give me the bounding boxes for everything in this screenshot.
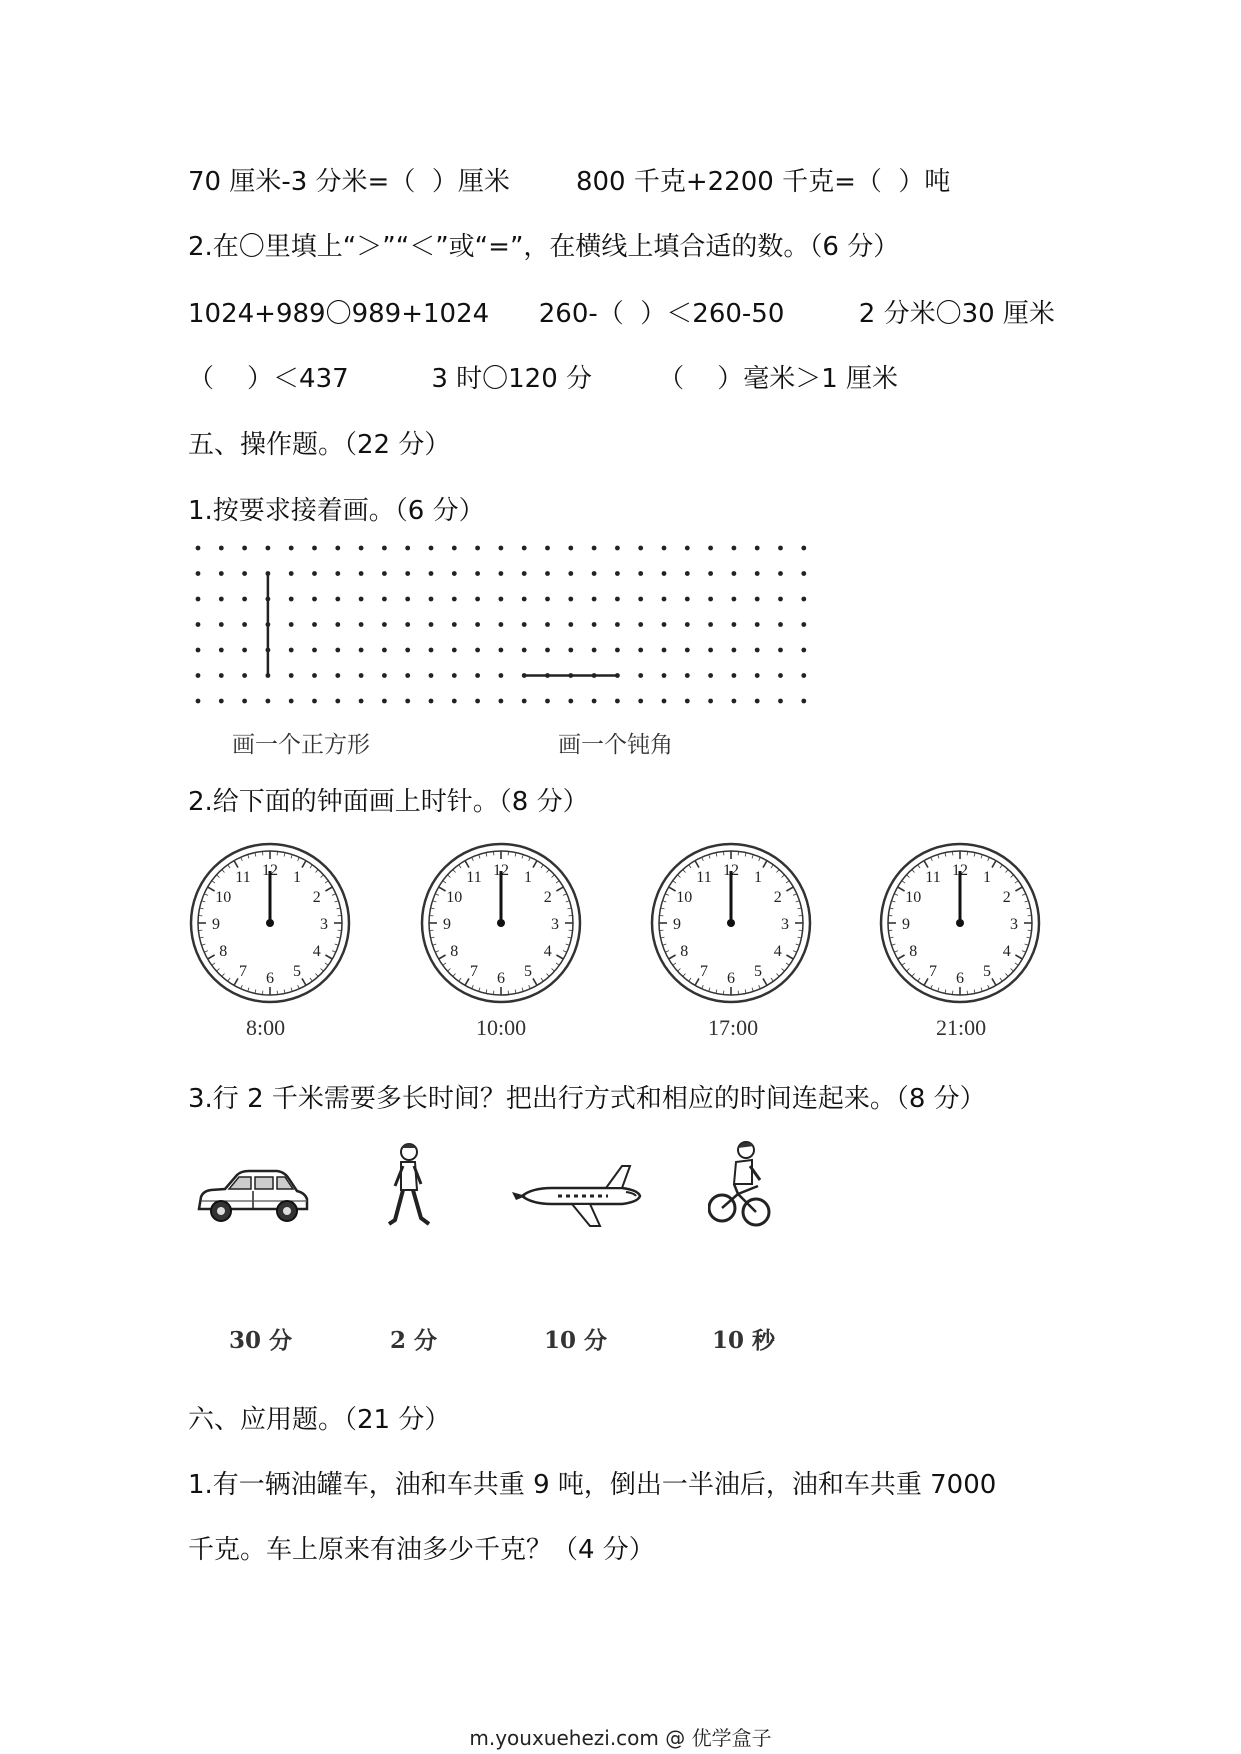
grid-dot xyxy=(522,622,527,627)
grid-dot xyxy=(289,546,294,551)
clock-number: 8 xyxy=(450,943,459,960)
grid-dot xyxy=(289,597,294,602)
grid-dot xyxy=(382,597,387,602)
caption-draw-obtuse-angle: 画一个钝角 xyxy=(558,732,673,758)
grid-dot xyxy=(289,571,294,576)
clock-number: 7 xyxy=(929,962,937,980)
car-icon xyxy=(195,1165,311,1229)
grid-dot xyxy=(475,622,480,627)
clock-number: 7 xyxy=(700,962,708,980)
clock-face xyxy=(187,840,353,1006)
grid-dot xyxy=(335,546,340,551)
clock-number: 11 xyxy=(235,869,251,887)
grid-dot xyxy=(405,699,410,704)
grid-dot xyxy=(499,546,504,551)
grid-dot xyxy=(242,546,247,551)
caption-draw-square: 画一个正方形 xyxy=(232,732,370,758)
grid-dot xyxy=(359,622,364,627)
grid-dot xyxy=(778,571,783,576)
grid-dot xyxy=(778,546,783,551)
grid-dot xyxy=(196,648,201,653)
grid-dot xyxy=(452,546,457,551)
grid-dot xyxy=(778,673,783,678)
grid-dot xyxy=(196,699,201,704)
clock-center xyxy=(727,919,735,927)
grid-dot xyxy=(382,673,387,678)
airplane-icon xyxy=(512,1162,642,1228)
clock-number: 1 xyxy=(293,869,301,887)
grid-dot xyxy=(429,546,434,551)
grid-dot xyxy=(662,597,667,602)
grid-dot xyxy=(475,597,480,602)
grid-dot xyxy=(615,571,620,576)
question-clock-heading: 2.给下面的钟面画上时针。（8 分） xyxy=(188,787,589,817)
clock-number: 6 xyxy=(497,970,505,987)
grid-dot xyxy=(382,622,387,627)
time-option-2min: 2 分 xyxy=(390,1327,438,1354)
grid-dot xyxy=(219,699,224,704)
grid-dot xyxy=(312,648,317,653)
grid-dot xyxy=(382,699,387,704)
grid-dot xyxy=(335,597,340,602)
clock-number: 8 xyxy=(909,943,918,960)
grid-dot xyxy=(801,597,806,602)
grid-dot xyxy=(335,571,340,576)
grid-dot xyxy=(615,622,620,627)
grid-dot xyxy=(266,699,271,704)
grid-dot xyxy=(638,699,643,704)
clock-number: 10 xyxy=(215,889,232,906)
grid-dot xyxy=(685,648,690,653)
clock-number: 3 xyxy=(320,916,328,933)
clock-number: 12 xyxy=(952,862,968,879)
grid-dot xyxy=(499,597,504,602)
grid-dot xyxy=(475,673,480,678)
clock-number: 9 xyxy=(212,916,220,933)
grid-dot xyxy=(242,648,247,653)
grid-dot xyxy=(732,622,737,627)
clock-number: 10 xyxy=(905,889,922,906)
clock-number: 5 xyxy=(983,962,991,980)
grid-dot xyxy=(708,571,713,576)
clock-number: 3 xyxy=(1010,916,1018,933)
grid-dot xyxy=(545,546,550,551)
grid-dot xyxy=(452,622,457,627)
grid-dot xyxy=(662,622,667,627)
clock-number: 6 xyxy=(266,970,274,987)
grid-dot xyxy=(405,648,410,653)
grid-dot xyxy=(196,597,201,602)
grid-dot xyxy=(778,699,783,704)
clock-number: 5 xyxy=(293,962,301,980)
grid-dot xyxy=(475,546,480,551)
clock-number: 8 xyxy=(680,943,689,960)
grid-dot xyxy=(289,648,294,653)
grid-dot xyxy=(312,699,317,704)
grid-dot xyxy=(196,622,201,627)
grid-dot xyxy=(499,571,504,576)
grid-dot xyxy=(359,699,364,704)
clock-label-4: 21:00 xyxy=(936,1015,987,1040)
grid-dot xyxy=(755,571,760,576)
grid-dot xyxy=(475,648,480,653)
grid-dot xyxy=(755,673,760,678)
grid-dot xyxy=(801,571,806,576)
grid-dot xyxy=(475,699,480,704)
clock-number: 2 xyxy=(312,889,321,906)
clock-center xyxy=(956,919,964,927)
grid-dot xyxy=(685,699,690,704)
clock-number: 2 xyxy=(773,889,782,906)
grid-dot xyxy=(359,648,364,653)
question-draw-heading: 1.按要求接着画。（6 分） xyxy=(188,496,485,526)
clock-center xyxy=(266,919,274,927)
grid-dot xyxy=(359,673,364,678)
grid-dot xyxy=(708,699,713,704)
grid-dot xyxy=(219,673,224,678)
grid-dot xyxy=(452,597,457,602)
grid-dot xyxy=(335,622,340,627)
grid-dot xyxy=(708,673,713,678)
grid-dot xyxy=(452,648,457,653)
grid-dot xyxy=(219,622,224,627)
grid-dot xyxy=(219,546,224,551)
clock-number: 4 xyxy=(312,943,321,960)
grid-dot xyxy=(522,571,527,576)
grid-dot xyxy=(662,571,667,576)
grid-dot xyxy=(405,673,410,678)
grid-dot xyxy=(685,546,690,551)
clock-number: 5 xyxy=(524,962,532,980)
grid-dot xyxy=(592,571,597,576)
clock-number: 9 xyxy=(443,916,451,933)
grid-dot xyxy=(568,622,573,627)
grid-dot xyxy=(242,699,247,704)
grid-dot xyxy=(429,673,434,678)
grid-dot xyxy=(359,597,364,602)
clock-number: 12 xyxy=(723,862,739,879)
grid-dot xyxy=(732,597,737,602)
grid-dot xyxy=(545,622,550,627)
grid-dot xyxy=(382,546,387,551)
grid-dot xyxy=(289,673,294,678)
clock-number: 1 xyxy=(983,869,991,887)
grid-dot xyxy=(801,648,806,653)
clock-face xyxy=(648,840,814,1006)
grid-dot xyxy=(592,597,597,602)
grid-dot xyxy=(312,597,317,602)
grid-dot xyxy=(312,571,317,576)
grid-dot xyxy=(289,699,294,704)
grid-dot xyxy=(755,648,760,653)
grid-dot xyxy=(638,622,643,627)
grid-dot xyxy=(662,648,667,653)
clock-number: 4 xyxy=(543,943,552,960)
compare-line-1: 1024+989〇989+1024 260-（ ）＜260-50 2 分米〇30 厘米 xyxy=(188,299,1055,329)
grid-dot xyxy=(778,597,783,602)
grid-dot xyxy=(429,571,434,576)
grid-dot xyxy=(312,546,317,551)
clock-center xyxy=(497,919,505,927)
grid-dot xyxy=(429,648,434,653)
grid-dot xyxy=(708,597,713,602)
clock-number: 6 xyxy=(956,970,964,987)
clock-number: 2 xyxy=(543,889,552,906)
clock-number: 12 xyxy=(493,862,509,879)
grid-dot xyxy=(219,648,224,653)
grid-dot xyxy=(685,597,690,602)
grid-dot xyxy=(266,546,271,551)
grid-dot xyxy=(242,571,247,576)
grid-dot xyxy=(592,546,597,551)
grid-dot xyxy=(755,699,760,704)
time-option-10min: 10 分 xyxy=(544,1327,608,1354)
clock-label-1: 8:00 xyxy=(246,1015,286,1040)
grid-dot xyxy=(638,546,643,551)
grid-dot xyxy=(382,571,387,576)
grid-dot xyxy=(615,546,620,551)
grid-dot xyxy=(708,648,713,653)
grid-dot xyxy=(335,699,340,704)
grid-dot xyxy=(778,648,783,653)
time-option-30min: 30 分 xyxy=(229,1327,293,1354)
clock-number: 9 xyxy=(902,916,910,933)
grid-dot xyxy=(568,648,573,653)
grid-dot xyxy=(801,673,806,678)
grid-dot xyxy=(312,673,317,678)
clock-number: 3 xyxy=(551,916,559,933)
grid-dot xyxy=(638,571,643,576)
grid-dot xyxy=(685,571,690,576)
clock-number: 12 xyxy=(262,862,278,879)
grid-dot xyxy=(499,699,504,704)
grid-dot xyxy=(708,546,713,551)
section-application-title: 六、应用题。（21 分） xyxy=(188,1405,451,1435)
grid-dot xyxy=(242,597,247,602)
section-operation-title: 五、操作题。（22 分） xyxy=(188,430,451,460)
grid-dot xyxy=(289,622,294,627)
grid-dot xyxy=(196,571,201,576)
question-tanker-line-2: 千克。车上原来有油多少千克？（4 分） xyxy=(188,1535,655,1565)
grid-dot xyxy=(196,673,201,678)
walking-person-icon xyxy=(383,1140,433,1230)
grid-dot xyxy=(755,597,760,602)
bicycle-rider-icon xyxy=(708,1138,772,1230)
grid-dot xyxy=(801,546,806,551)
grid-dot xyxy=(592,622,597,627)
question-compare-heading: 2.在〇里填上“＞”“＜”或“=”，在横线上填合适的数。（6 分） xyxy=(188,232,900,262)
grid-dot xyxy=(405,597,410,602)
grid-dot xyxy=(545,648,550,653)
clock-number: 3 xyxy=(781,916,789,933)
grid-dot xyxy=(429,622,434,627)
clock-number: 6 xyxy=(727,970,735,987)
grid-dot xyxy=(778,622,783,627)
clock-number: 4 xyxy=(1002,943,1011,960)
grid-dot xyxy=(615,648,620,653)
grid-dot xyxy=(732,673,737,678)
clock-number: 7 xyxy=(470,962,478,980)
grid-dot xyxy=(592,699,597,704)
grid-dot xyxy=(615,597,620,602)
clock-number: 2 xyxy=(1002,889,1011,906)
clock-number: 10 xyxy=(676,889,693,906)
footer-site: m.youxuehezi.com @ 优学盒子 xyxy=(469,1726,772,1750)
grid-dot xyxy=(662,673,667,678)
clock-number: 5 xyxy=(754,962,762,980)
grid-dot xyxy=(359,571,364,576)
grid-dot xyxy=(545,699,550,704)
grid-dot xyxy=(499,622,504,627)
clock-number: 9 xyxy=(673,916,681,933)
grid-dot xyxy=(452,673,457,678)
grid-dot xyxy=(405,571,410,576)
grid-dot xyxy=(196,546,201,551)
grid-dot xyxy=(732,699,737,704)
grid-dot xyxy=(335,648,340,653)
grid-dot xyxy=(522,597,527,602)
grid-dot xyxy=(499,673,504,678)
clock-label-2: 10:00 xyxy=(476,1015,527,1040)
clock-number: 7 xyxy=(239,962,247,980)
clock-number: 8 xyxy=(219,943,228,960)
grid-dot xyxy=(219,597,224,602)
grid-dot xyxy=(638,648,643,653)
clock-number: 1 xyxy=(754,869,762,887)
grid-dot xyxy=(732,546,737,551)
grid-dot xyxy=(685,622,690,627)
grid-dot xyxy=(405,546,410,551)
grid-dot xyxy=(801,622,806,627)
clock-number: 11 xyxy=(696,869,712,887)
grid-dot xyxy=(638,673,643,678)
grid-dot xyxy=(592,648,597,653)
grid-dot xyxy=(242,622,247,627)
grid-dot xyxy=(662,699,667,704)
time-option-10sec: 10 秒 xyxy=(712,1327,776,1354)
grid-dot xyxy=(312,622,317,627)
clock-number: 11 xyxy=(466,869,482,887)
clock-number: 10 xyxy=(446,889,463,906)
clock-label-3: 17:00 xyxy=(708,1015,759,1040)
grid-dot xyxy=(219,571,224,576)
grid-dot xyxy=(452,571,457,576)
clock-face xyxy=(877,840,1043,1006)
grid-dot xyxy=(499,648,504,653)
grid-dot xyxy=(359,546,364,551)
grid-dot xyxy=(522,699,527,704)
grid-dot xyxy=(545,571,550,576)
grid-dot xyxy=(568,699,573,704)
grid-dot xyxy=(638,597,643,602)
grid-dot xyxy=(522,546,527,551)
clock-number: 4 xyxy=(773,943,782,960)
grid-dot xyxy=(475,571,480,576)
grid-dot xyxy=(452,699,457,704)
dot-grid xyxy=(188,540,828,715)
grid-dot xyxy=(429,597,434,602)
grid-dot xyxy=(662,546,667,551)
grid-dot xyxy=(568,546,573,551)
grid-dot xyxy=(708,622,713,627)
grid-dot xyxy=(732,648,737,653)
grid-dot xyxy=(801,699,806,704)
grid-dot xyxy=(522,648,527,653)
grid-dot xyxy=(335,673,340,678)
grid-dot xyxy=(755,546,760,551)
grid-dot xyxy=(568,571,573,576)
grid-dot xyxy=(568,597,573,602)
grid-dot xyxy=(382,648,387,653)
grid-dot xyxy=(405,622,410,627)
grid-dot xyxy=(545,597,550,602)
grid-dot xyxy=(732,571,737,576)
grid-dot xyxy=(615,699,620,704)
clock-number: 11 xyxy=(925,869,941,887)
grid-dot xyxy=(685,673,690,678)
question-tanker-line-1: 1.有一辆油罐车，油和车共重 9 吨，倒出一半油后，油和车共重 7000 xyxy=(188,1470,997,1500)
grid-dot xyxy=(755,622,760,627)
grid-dot xyxy=(429,699,434,704)
question-travel-heading: 3.行 2 千米需要多长时间？把出行方式和相应的时间连起来。（8 分） xyxy=(188,1084,986,1114)
compare-line-2: （ ）＜437 3 时〇120 分 （ ）毫米＞1 厘米 xyxy=(188,364,899,394)
grid-dot xyxy=(242,673,247,678)
unit-conversion-line: 70 厘米-3 分米=（ ）厘米 800 千克+2200 千克=（ ）吨 xyxy=(188,167,951,197)
clock-number: 1 xyxy=(524,869,532,887)
clock-face xyxy=(418,840,584,1006)
